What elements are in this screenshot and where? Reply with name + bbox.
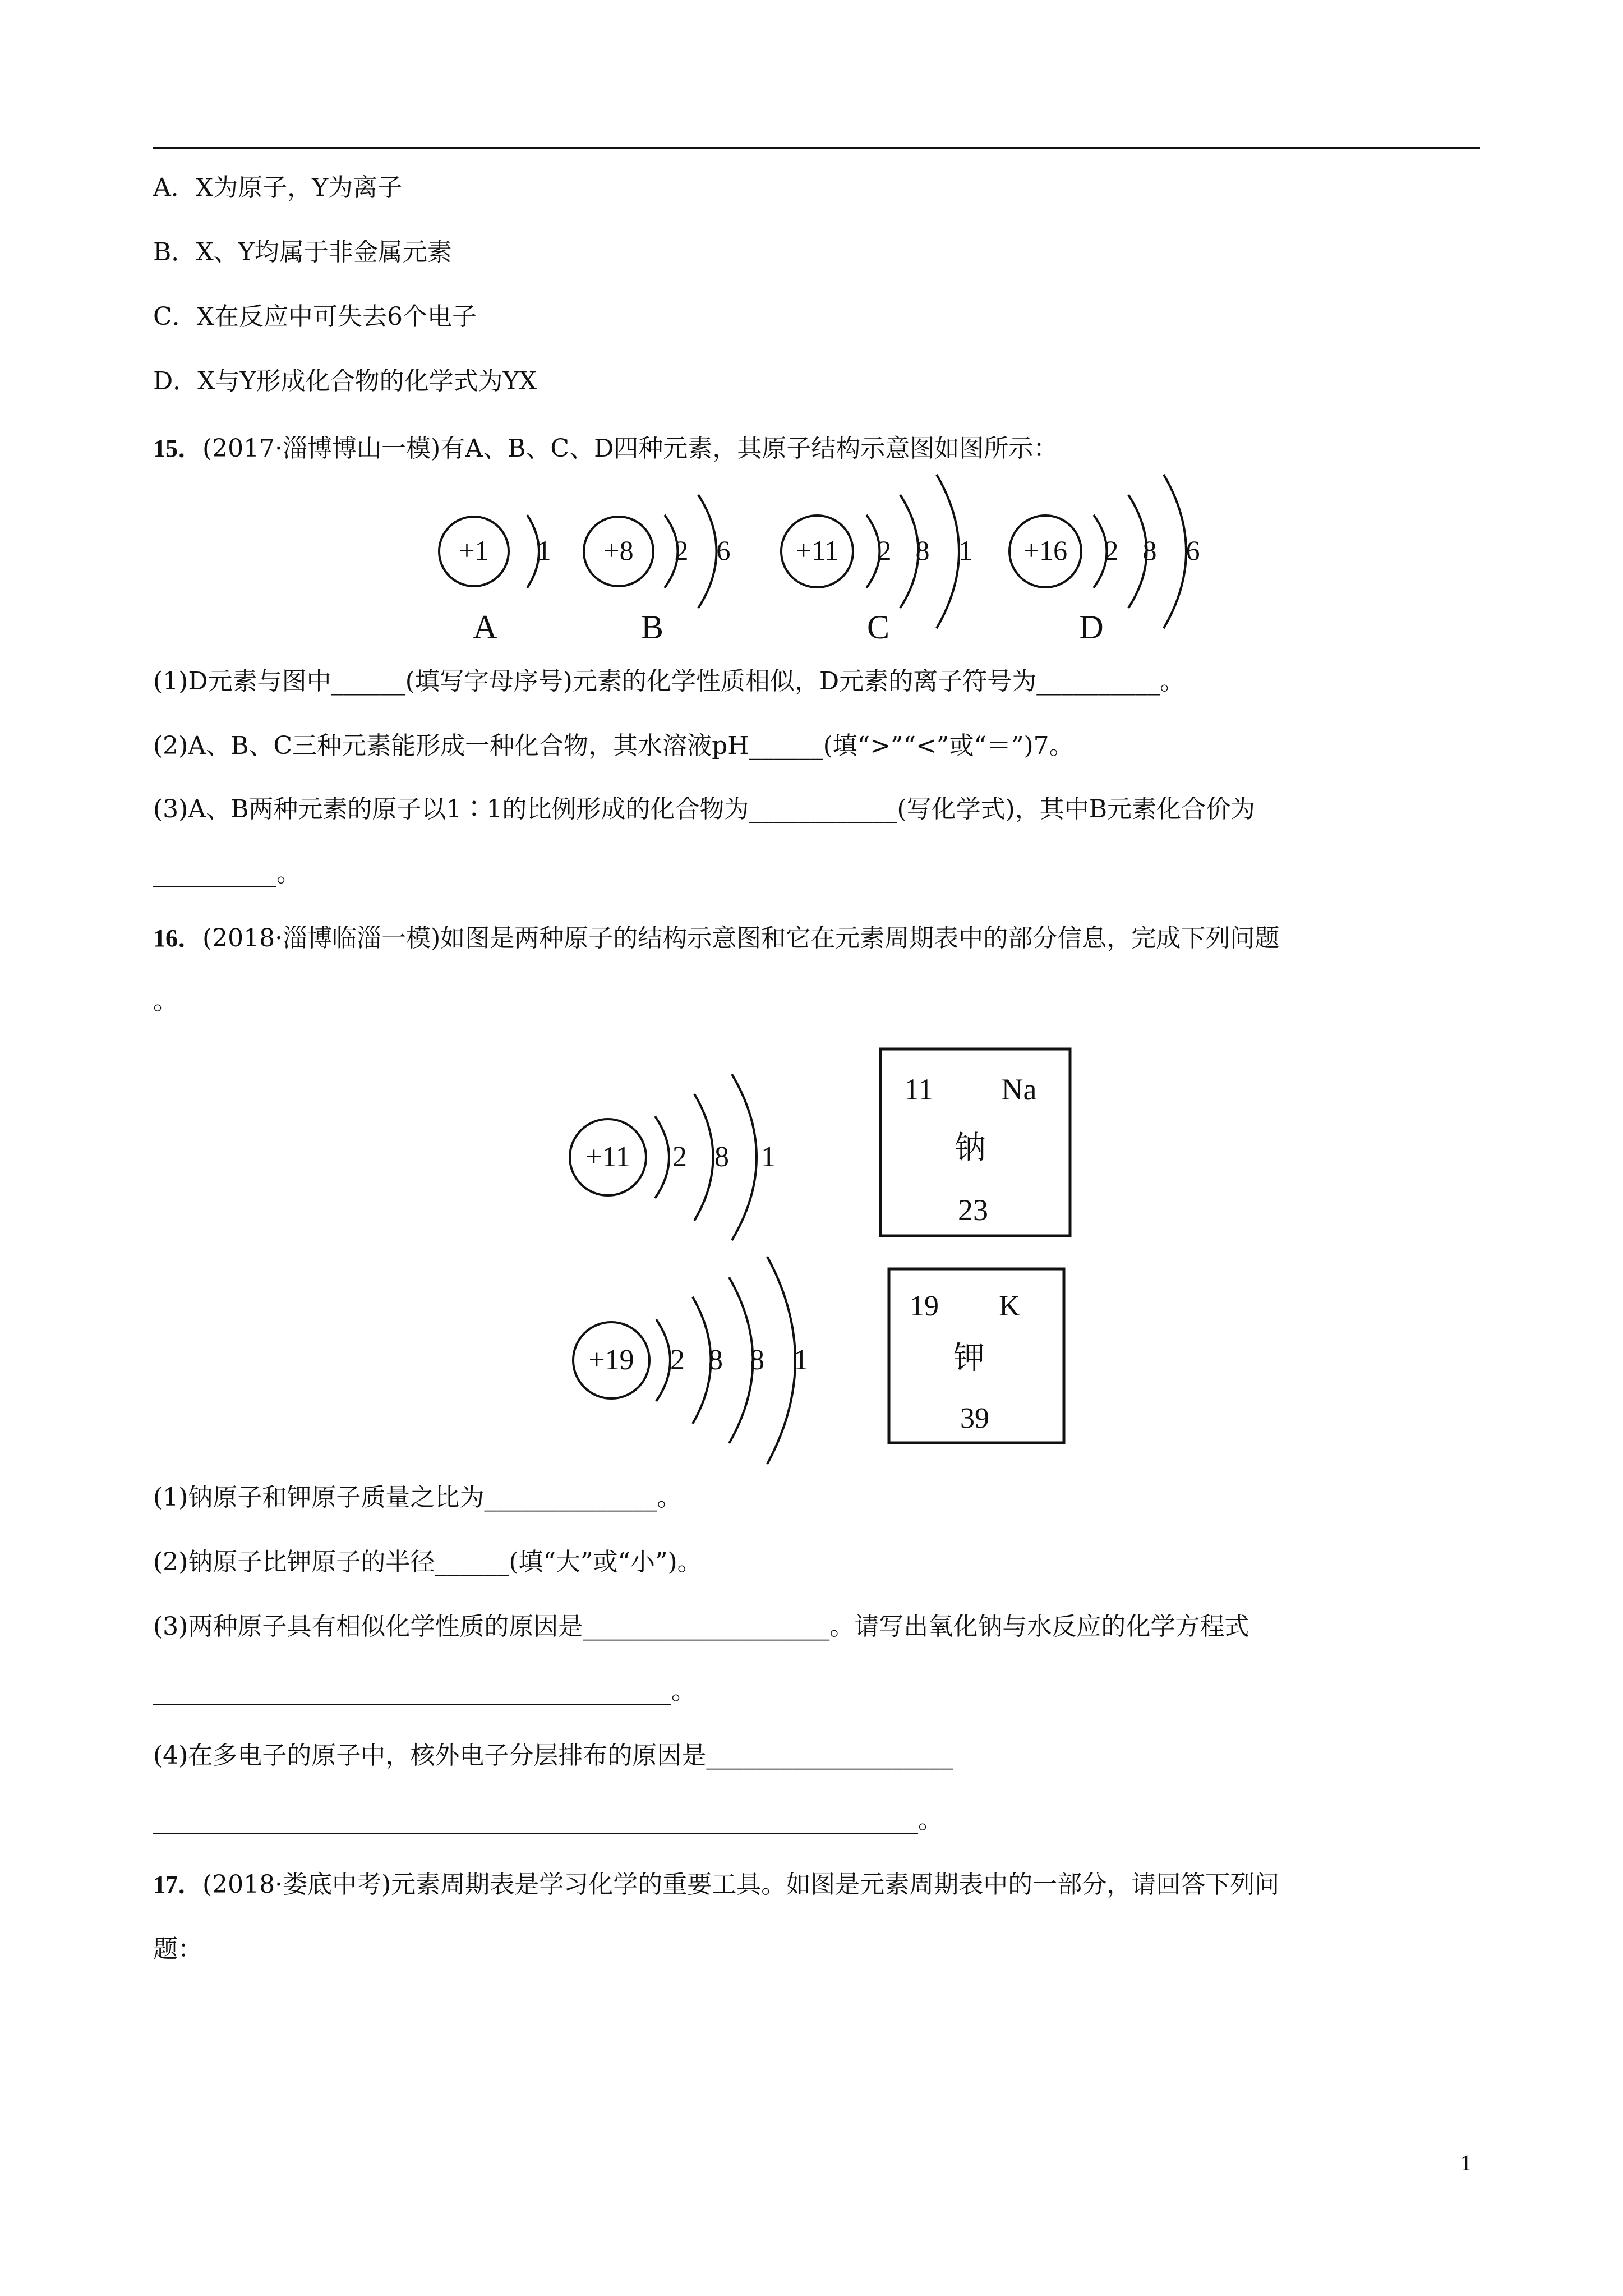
q17-stem bbox=[153, 1868, 1279, 1902]
element-symbol: K bbox=[999, 1290, 1020, 1322]
sodium-periodic-cell bbox=[880, 1049, 1070, 1236]
shell-electron-count: 8 bbox=[714, 1141, 729, 1173]
atom-label: C bbox=[866, 609, 890, 646]
nucleus-charge: +11 bbox=[795, 535, 839, 566]
q16-number: 16． bbox=[153, 924, 202, 952]
potassium-atom-diagram bbox=[573, 1257, 808, 1464]
shell-electron-count: 2 bbox=[672, 1141, 687, 1173]
q15-subquestion-3: (3)A、B两种元素的原子以1∶1的比例形成的化合物为____________(写化学式)，其中B元素化合价为 bbox=[153, 795, 1256, 823]
page-number: 1 bbox=[1460, 2150, 1472, 2175]
q14-option-c: C．X在反应中可失去6个电子 bbox=[153, 302, 477, 331]
shell-electron-count: 2 bbox=[674, 535, 689, 566]
q17-number: 17． bbox=[153, 1871, 202, 1898]
nucleus-charge: +19 bbox=[588, 1344, 634, 1376]
shell-electron-count: 6 bbox=[716, 535, 731, 566]
shell-electron-count: 8 bbox=[1142, 535, 1157, 566]
electron-shell-arc bbox=[694, 1094, 713, 1221]
shell-electron-count: 2 bbox=[1104, 535, 1119, 566]
q16-question-text: 如图是两种原子的结构示意图和它在元素周期表中的部分信息，完成下列问题 bbox=[440, 924, 1280, 953]
q16-subquestion-3: (3)两种原子具有相似化学性质的原因是____________________。请写出氧化钠与水反应的化学方程式 bbox=[153, 1612, 1249, 1641]
shell-electron-count: 2 bbox=[670, 1344, 685, 1376]
atomic-mass: 39 bbox=[960, 1402, 989, 1434]
electron-shell-arc bbox=[656, 1319, 670, 1401]
nucleus-charge: +11 bbox=[585, 1141, 630, 1173]
q15-subquestion-1: (1)D元素与图中______(填写字母序号)元素的化学性质相似，D元素的离子符号为__________。 bbox=[153, 667, 1185, 696]
q15-number: 15． bbox=[153, 435, 202, 462]
q16-subquestion-2: (2)钠原子比钾原子的半径______(填“大”或“小”)。 bbox=[153, 1548, 702, 1576]
q16-subquestion-4-blank: ______________________________________________________________。 bbox=[153, 1806, 943, 1834]
electron-shell-arc bbox=[655, 1116, 669, 1198]
q16-source: (2018·淄博临淄一模) bbox=[202, 924, 441, 953]
atom-label: A bbox=[473, 609, 497, 646]
shell-electron-count: 1 bbox=[761, 1141, 776, 1173]
q17-stem-end: 题： bbox=[153, 1935, 202, 1963]
element-symbol: Na bbox=[1001, 1073, 1037, 1106]
atomic-number: 11 bbox=[904, 1073, 933, 1106]
shell-electron-count: 8 bbox=[750, 1344, 764, 1376]
q16-subquestion-1: (1)钠原子和钾原子质量之比为______________。 bbox=[153, 1483, 682, 1512]
electron-shell-arc bbox=[732, 1074, 757, 1240]
q16-subquestion-3-blank: __________________________________________。 bbox=[153, 1677, 696, 1705]
q14-option-b: B．X、Y均属于非金属元素 bbox=[153, 238, 452, 266]
atom-label: B bbox=[640, 609, 664, 646]
sodium-atom-diagram bbox=[570, 1074, 776, 1240]
shell-electron-count: 1 bbox=[794, 1344, 808, 1376]
q14-option-a: A．X为原子，Y为离子 bbox=[153, 173, 403, 202]
shell-electron-count: 8 bbox=[708, 1344, 723, 1376]
q15-subquestion-2: (2)A、B、C三种元素能形成一种化合物，其水溶液pH______(填“>”“<”或“＝”)7。 bbox=[153, 731, 1074, 760]
nucleus-charge: +16 bbox=[1023, 535, 1068, 566]
q14-option-d: D．X与Y形成化合物的化学式为YX bbox=[153, 367, 537, 395]
shell-electron-count: 8 bbox=[915, 535, 930, 566]
nucleus-charge: +1 bbox=[459, 535, 489, 566]
element-name: 钾 bbox=[953, 1341, 985, 1376]
q15-question-text: 有A、B、C、D四种元素，其原子结构示意图如图所示： bbox=[440, 434, 1058, 463]
shell-electron-count: 1 bbox=[958, 535, 973, 566]
shell-electron-count: 2 bbox=[877, 535, 892, 566]
nucleus-charge: +8 bbox=[603, 535, 634, 566]
q17-question-text: 元素周期表是学习化学的重要工具。如图是元素周期表中的一部分，请回答下列问 bbox=[391, 1870, 1280, 1899]
q16-stem-end: 。 bbox=[153, 987, 178, 1015]
q16-subquestion-4: (4)在多电子的原子中，核外电子分层排布的原因是____________________ bbox=[153, 1741, 953, 1770]
atomic-mass: 23 bbox=[958, 1193, 988, 1227]
q15-subquestion-3-blank: __________。 bbox=[153, 859, 301, 887]
atom-label: D bbox=[1079, 609, 1104, 646]
element-name: 钠 bbox=[955, 1131, 986, 1166]
atomic-number: 19 bbox=[910, 1290, 939, 1322]
q17-source: (2018·娄底中考) bbox=[202, 1870, 391, 1899]
shell-electron-count: 6 bbox=[1186, 535, 1200, 566]
potassium-periodic-cell bbox=[889, 1269, 1064, 1443]
electron-shell-arc bbox=[767, 1257, 795, 1464]
q15-source: (2017·淄博博山一模) bbox=[202, 434, 441, 463]
shell-electron-count: 1 bbox=[537, 535, 551, 566]
